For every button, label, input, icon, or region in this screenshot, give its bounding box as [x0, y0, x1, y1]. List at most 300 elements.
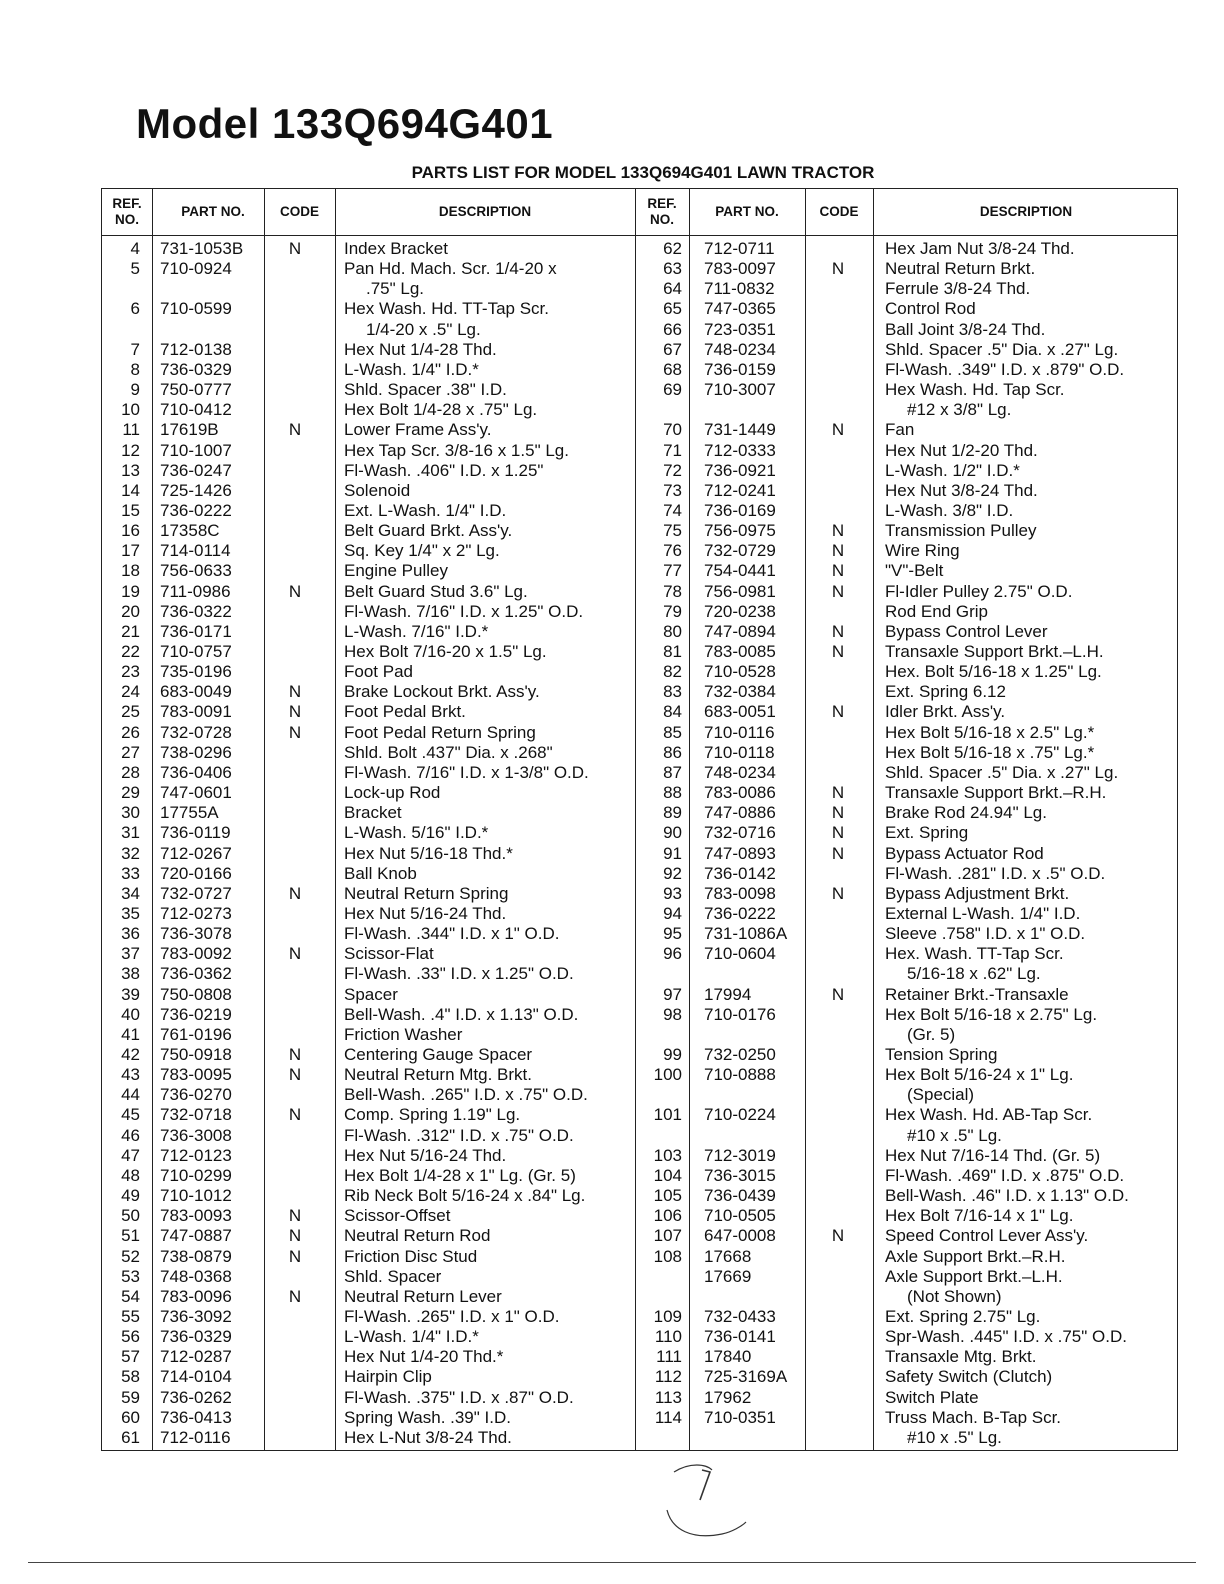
- ref-no-cell: 18: [121, 561, 140, 581]
- description-cell: Scissor-Offset: [344, 1206, 451, 1226]
- description-cell: Pan Hd. Mach. Scr. 1/4-20 x: [344, 259, 557, 279]
- part-no-cell: 736-3008: [160, 1125, 232, 1145]
- ref-no-cell: 78: [663, 581, 682, 601]
- description-cell: Comp. Spring 1.19" Lg.: [344, 1105, 521, 1125]
- description-cell: Fan: [885, 420, 915, 440]
- ref-no-cell: 55: [121, 1306, 140, 1326]
- ref-no-cell: 91: [663, 843, 682, 863]
- part-no-cell: 732-0433: [704, 1306, 776, 1326]
- header-description: DESCRIPTION: [438, 204, 532, 219]
- ref-no-cell: 33: [121, 863, 140, 883]
- part-no-cell: 748-0368: [160, 1266, 232, 1286]
- description-cell: (Special): [907, 1085, 975, 1105]
- description-cell: Hex Bolt 7/16-14 x 1" Lg.: [885, 1206, 1074, 1226]
- description-cell: Sleeve .758" I.D. x 1" O.D.: [885, 924, 1086, 944]
- part-no-cell: 712-0241: [704, 480, 776, 500]
- part-no-cell: 736-0159: [704, 359, 776, 379]
- description-cell: Belt Guard Stud 3.6" Lg.: [344, 581, 528, 601]
- part-no-cell: 750-0918: [160, 1045, 232, 1064]
- ref-no-cell: 92: [663, 863, 682, 883]
- part-no-cell: 17669: [704, 1266, 752, 1286]
- part-no-cell: 710-0505: [704, 1206, 776, 1226]
- description-cell: Fl-Wash. .349" I.D. x .879" O.D.: [885, 359, 1125, 379]
- description-cell: Neutral Return Rod: [344, 1226, 491, 1246]
- code-cell: N: [288, 1045, 302, 1064]
- column-divider: [335, 189, 336, 1450]
- ref-no-cell: 66: [663, 319, 682, 339]
- code-cell: N: [288, 722, 302, 742]
- part-no-cell: 750-0777: [160, 380, 232, 400]
- part-no-cell: 736-0322: [160, 601, 232, 621]
- part-no-cell: 710-0116: [704, 722, 775, 742]
- part-no-cell: 683-0049: [160, 682, 232, 702]
- description-cell: L-Wash. 5/16" I.D.*: [344, 823, 489, 843]
- description-cell: Hex Bolt 5/16-18 x 2.75" Lg.: [885, 1004, 1098, 1024]
- ref-no-cell: 75: [663, 521, 682, 541]
- code-cell: N: [288, 1206, 302, 1226]
- description-cell: Scissor-Flat: [344, 944, 434, 964]
- ref-no-cell: 19: [121, 581, 140, 601]
- code-cell: N: [288, 239, 302, 258]
- description-cell: Shld. Bolt .437" Dia. x .268": [344, 742, 553, 762]
- ref-no-cell: 22: [121, 642, 140, 661]
- part-no-cell: 731-1086A: [704, 924, 788, 944]
- part-no-cell: 747-0894: [704, 621, 776, 641]
- description-cell: Fl-Wash. .344" I.D. x 1" O.D.: [344, 924, 560, 944]
- ref-no-cell: 47: [121, 1145, 140, 1165]
- description-cell: Centering Gauge Spacer: [344, 1045, 533, 1064]
- ref-no-cell: 11: [122, 420, 140, 440]
- part-no-cell: 738-0296: [160, 742, 232, 762]
- part-no-cell: 783-0098: [704, 883, 776, 903]
- code-cell: N: [831, 621, 845, 641]
- part-no-cell: 712-3019: [704, 1145, 776, 1165]
- ref-no-cell: 104: [653, 1165, 682, 1185]
- part-no-cell: 736-0169: [704, 500, 776, 520]
- part-no-cell: 647-0008: [704, 1226, 776, 1246]
- ref-no-cell: 13: [121, 460, 140, 480]
- ref-no-cell: 54: [121, 1286, 140, 1306]
- ref-no-cell: 61: [121, 1427, 140, 1447]
- description-cell: Fl-Wash. .312" I.D. x .75" O.D.: [344, 1125, 574, 1145]
- ref-no-cell: 99: [663, 1045, 682, 1064]
- part-no-cell: 783-0096: [160, 1286, 232, 1306]
- part-no-cell: 17994: [704, 984, 752, 1004]
- ref-no-cell: 56: [121, 1327, 140, 1347]
- ref-no-cell: 32: [121, 843, 140, 863]
- ref-no-cell: 64: [663, 279, 682, 299]
- description-cell: Axle Support Brkt.–L.H.: [885, 1266, 1063, 1286]
- ref-no-cell: 14: [121, 480, 140, 500]
- part-no-cell: 736-0270: [160, 1085, 232, 1105]
- part-no-cell: 712-0123: [160, 1145, 232, 1165]
- description-cell: Transmission Pulley: [885, 521, 1037, 541]
- part-no-cell: 711-0832: [704, 279, 775, 299]
- header-code: CODE: [819, 204, 859, 219]
- ref-no-cell: 27: [121, 742, 140, 762]
- ref-no-cell: 108: [653, 1246, 682, 1266]
- part-no-cell: 731-1449: [704, 420, 776, 440]
- part-no-cell: 761-0196: [160, 1024, 232, 1044]
- description-cell: Hex Tap Scr. 3/8-16 x 1.5" Lg.: [344, 440, 569, 460]
- description-cell: Foot Pedal Brkt.: [344, 702, 466, 722]
- part-no-cell: 736-0439: [704, 1186, 776, 1206]
- header-divider: [102, 235, 1177, 236]
- ref-no-cell: 74: [663, 500, 682, 520]
- part-no-cell: 714-0104: [160, 1367, 232, 1387]
- part-no-cell: 714-0114: [160, 541, 231, 561]
- ref-no-cell: 80: [663, 621, 682, 641]
- description-cell: L-Wash. 1/2" I.D.*: [885, 460, 1020, 480]
- ref-no-cell: 71: [663, 440, 682, 460]
- ref-no-cell: 45: [121, 1105, 140, 1125]
- part-no-cell: 756-0633: [160, 561, 232, 581]
- header-ref-no: REF. NO.: [112, 196, 142, 227]
- description-cell: Speed Control Lever Ass'y.: [885, 1226, 1089, 1246]
- part-no-cell: 710-0118: [704, 742, 775, 762]
- description-cell: Ball Joint 3/8-24 Thd.: [885, 319, 1046, 339]
- description-cell: Hex Nut 1/2-20 Thd.: [885, 440, 1038, 460]
- ref-no-cell: 79: [663, 601, 682, 621]
- description-cell: Ext. Spring: [885, 823, 969, 843]
- ref-no-cell: 62: [663, 239, 682, 258]
- ref-no-cell: 34: [121, 883, 140, 903]
- header-part-no: PART NO.: [715, 204, 779, 219]
- code-cell: N: [831, 642, 845, 661]
- ref-no-cell: 31: [121, 823, 140, 843]
- ref-no-cell: 37: [121, 944, 140, 964]
- code-cell: N: [831, 420, 845, 440]
- page-bottom-rule: [28, 1562, 1196, 1563]
- part-no-cell: 736-0362: [160, 964, 232, 984]
- ref-no-cell: 42: [121, 1045, 140, 1064]
- part-no-cell: 723-0351: [704, 319, 776, 339]
- description-cell: Bell-Wash. .4" I.D. x 1.13" O.D.: [344, 1004, 579, 1024]
- description-cell: Ext. Spring 6.12: [885, 682, 1006, 702]
- part-no-cell: 17668: [704, 1246, 752, 1266]
- ref-no-cell: 77: [663, 561, 682, 581]
- description-cell: Bypass Adjustment Brkt.: [885, 883, 1070, 903]
- part-no-cell: 736-3092: [160, 1306, 232, 1326]
- page-title: Model 133Q694G401: [136, 100, 554, 147]
- ref-no-cell: 114: [654, 1407, 682, 1427]
- part-no-cell: 712-0273: [160, 903, 232, 923]
- part-no-cell: 736-0329: [160, 1327, 232, 1347]
- code-cell: N: [831, 541, 845, 561]
- description-cell: Bypass Actuator Rod: [885, 843, 1044, 863]
- part-no-cell: 683-0051: [704, 702, 776, 722]
- header-description: DESCRIPTION: [979, 204, 1073, 219]
- ref-no-cell: 95: [663, 924, 682, 944]
- description-cell: Hex Bolt 5/16-18 x 2.5" Lg.*: [885, 722, 1095, 742]
- part-no-cell: 736-0119: [160, 823, 231, 843]
- description-cell: Index Bracket: [344, 239, 448, 258]
- part-no-cell: 736-0171: [160, 621, 232, 641]
- ref-no-cell: 23: [121, 662, 140, 682]
- code-cell: N: [288, 1105, 302, 1125]
- description-cell: Switch Plate: [885, 1387, 979, 1407]
- page-subtitle: PARTS LIST FOR MODEL 133Q694G401 LAWN TRACTOR: [411, 163, 875, 182]
- part-no-cell: 736-0219: [160, 1004, 232, 1024]
- part-no-cell: 736-0222: [704, 903, 776, 923]
- part-no-cell: 732-0250: [704, 1045, 776, 1064]
- description-cell: Hairpin Clip: [344, 1367, 432, 1387]
- description-cell: Hex Jam Nut 3/8-24 Thd.: [885, 239, 1075, 258]
- part-no-cell: 748-0234: [704, 762, 776, 782]
- part-no-cell: 783-0091: [160, 702, 232, 722]
- ref-no-cell: 16: [121, 521, 140, 541]
- part-no-cell: 710-0528: [704, 662, 776, 682]
- description-cell: (Gr. 5): [907, 1024, 956, 1044]
- ref-no-cell: 72: [663, 460, 682, 480]
- part-no-cell: 710-1007: [160, 440, 232, 460]
- part-no-cell: 747-0887: [160, 1226, 232, 1246]
- description-cell: L-Wash. 3/8" I.D.: [885, 500, 1014, 520]
- description-cell: Shld. Spacer .5" Dia. x .27" Lg.: [885, 339, 1119, 359]
- description-cell: Bracket: [344, 803, 402, 823]
- description-cell: External L-Wash. 1/4" I.D.: [885, 903, 1081, 923]
- ref-no-cell: 7: [130, 339, 140, 359]
- description-cell: Transaxle Support Brkt.–L.H.: [885, 642, 1104, 661]
- ref-no-cell: 111: [656, 1347, 682, 1367]
- part-no-cell: 732-0384: [704, 682, 776, 702]
- ref-no-cell: 58: [121, 1367, 140, 1387]
- ref-no-cell: 70: [663, 420, 682, 440]
- part-no-cell: 756-0981: [704, 581, 776, 601]
- ref-no-cell: 83: [663, 682, 682, 702]
- part-no-cell: 17840: [704, 1347, 752, 1367]
- ref-no-cell: 44: [121, 1085, 140, 1105]
- part-no-cell: 710-0412: [160, 400, 232, 420]
- part-no-cell: 712-0711: [704, 239, 775, 258]
- ref-no-cell: 41: [121, 1024, 140, 1044]
- ref-no-cell: 28: [121, 762, 140, 782]
- description-cell: "V"-Belt: [885, 561, 944, 581]
- ref-no-cell: 15: [121, 500, 140, 520]
- ref-no-cell: 65: [663, 299, 682, 319]
- description-cell: Hex Bolt 1/4-28 x .75" Lg.: [344, 400, 538, 420]
- ref-no-cell: 68: [663, 359, 682, 379]
- description-cell: Hex Bolt 1/4-28 x 1" Lg. (Gr. 5): [344, 1165, 576, 1185]
- ref-no-cell: 76: [663, 541, 682, 561]
- description-cell: Transaxle Support Brkt.–R.H.: [885, 783, 1107, 803]
- part-no-cell: 712-0267: [160, 843, 232, 863]
- code-cell: N: [288, 702, 302, 722]
- description-cell: Safety Switch (Clutch): [885, 1367, 1053, 1387]
- description-cell: Lower Frame Ass'y.: [344, 420, 492, 440]
- code-cell: N: [831, 259, 845, 279]
- ref-no-cell: 94: [663, 903, 682, 923]
- ref-no-cell: 60: [121, 1407, 140, 1427]
- ref-no-cell: 21: [121, 621, 140, 641]
- ref-no-cell: 53: [121, 1266, 140, 1286]
- ref-no-cell: 46: [121, 1125, 140, 1145]
- part-no-cell: 710-0599: [160, 299, 232, 319]
- part-no-cell: 17358C: [160, 521, 220, 541]
- ref-no-cell: 82: [663, 662, 682, 682]
- header-code: CODE: [279, 204, 319, 219]
- ref-no-cell: 52: [121, 1246, 140, 1266]
- description-cell: Transaxle Mtg. Brkt.: [885, 1347, 1037, 1367]
- header-part-no: PART NO.: [181, 204, 245, 219]
- ref-no-cell: 101: [653, 1105, 682, 1125]
- column-divider: [805, 189, 806, 1450]
- part-no-cell: 747-0893: [704, 843, 776, 863]
- part-no-cell: 736-0247: [160, 460, 232, 480]
- part-no-cell: 738-0879: [160, 1246, 232, 1266]
- part-no-cell: 732-0718: [160, 1105, 232, 1125]
- ref-no-cell: 6: [130, 299, 140, 319]
- description-cell: Hex Nut 5/16-18 Thd.*: [344, 843, 513, 863]
- description-cell: Neutral Return Mtg. Brkt.: [344, 1065, 533, 1085]
- part-no-cell: 710-0924: [160, 259, 232, 279]
- description-cell: Friction Washer: [344, 1024, 463, 1044]
- ref-no-cell: 105: [653, 1186, 682, 1206]
- description-cell: Fl-Wash. .375" I.D. x .87" O.D.: [344, 1387, 574, 1407]
- column-divider: [873, 189, 874, 1450]
- description-cell: Sq. Key 1/4" x 2" Lg.: [344, 541, 500, 561]
- description-cell: Hex. Bolt 5/16-18 x 1.25" Lg.: [885, 662, 1102, 682]
- part-no-cell: 754-0441: [704, 561, 776, 581]
- ref-no-cell: 87: [663, 762, 682, 782]
- description-cell: Brake Lockout Brkt. Ass'y.: [344, 682, 540, 702]
- ref-no-cell: 43: [121, 1065, 140, 1085]
- description-cell: Fl-Wash. .406" I.D. x 1.25": [344, 460, 544, 480]
- ref-no-cell: 20: [121, 601, 140, 621]
- column-divider: [689, 189, 690, 1450]
- part-no-cell: 725-1426: [160, 480, 232, 500]
- description-cell: Fl-Wash. .265" I.D. x 1" O.D.: [344, 1306, 560, 1326]
- description-cell: Ext. L-Wash. 1/4" I.D.: [344, 500, 507, 520]
- description-cell: Foot Pad: [344, 662, 413, 682]
- part-no-cell: 736-3078: [160, 924, 232, 944]
- part-no-cell: 710-0604: [704, 944, 776, 964]
- ref-no-cell: 86: [663, 742, 682, 762]
- description-cell: Bell-Wash. .46" I.D. x 1.13" O.D.: [885, 1186, 1129, 1206]
- code-cell: N: [288, 883, 302, 903]
- description-cell: Hex Nut 3/8-24 Thd.: [885, 480, 1038, 500]
- description-cell: L-Wash. 1/4" I.D.*: [344, 359, 479, 379]
- part-no-cell: 17619B: [160, 420, 219, 440]
- ref-no-cell: 12: [121, 440, 140, 460]
- ref-no-cell: 10: [121, 400, 140, 420]
- ref-no-cell: 39: [121, 984, 140, 1004]
- code-cell: N: [831, 883, 845, 903]
- part-no-cell: 736-0921: [704, 460, 776, 480]
- part-no-cell: 736-3015: [704, 1165, 776, 1185]
- ref-no-cell: 85: [663, 722, 682, 742]
- part-no-cell: 732-0716: [704, 823, 776, 843]
- ref-no-cell: 73: [663, 480, 682, 500]
- ref-no-cell: 103: [653, 1145, 682, 1165]
- code-cell: N: [288, 1246, 302, 1266]
- description-cell: Hex Bolt 7/16-20 x 1.5" Lg.: [344, 642, 547, 661]
- part-no-cell: 720-0166: [160, 863, 232, 883]
- part-no-cell: 720-0238: [704, 601, 776, 621]
- description-cell: Solenoid: [344, 480, 411, 500]
- ref-no-cell: 112: [654, 1367, 682, 1387]
- description-cell: Truss Mach. B-Tap Scr.: [885, 1407, 1062, 1427]
- part-no-cell: 736-0406: [160, 762, 232, 782]
- part-no-cell: 732-0728: [160, 722, 232, 742]
- description-cell: L-Wash. 1/4" I.D.*: [344, 1327, 479, 1347]
- description-cell: Fl-Wash. 7/16" I.D. x 1.25" O.D.: [344, 601, 584, 621]
- code-cell: N: [831, 521, 845, 541]
- description-cell: Fl-Idler Pulley 2.75" O.D.: [885, 581, 1073, 601]
- description-cell: Brake Rod 24.94" Lg.: [885, 803, 1047, 823]
- description-cell: Ferrule 3/8-24 Thd.: [885, 279, 1031, 299]
- ref-no-cell: 100: [653, 1065, 682, 1085]
- description-cell: Retainer Brkt.-Transaxle: [885, 984, 1069, 1004]
- description-cell: Fl-Wash. .33" I.D. x 1.25" O.D.: [344, 964, 574, 984]
- code-cell: N: [288, 1286, 302, 1306]
- code-cell: N: [831, 803, 845, 823]
- ref-no-cell: 29: [121, 783, 140, 803]
- ref-no-cell: 59: [121, 1387, 140, 1407]
- description-cell: Hex Nut 5/16-24 Thd.: [344, 1145, 507, 1165]
- ref-no-cell: 93: [663, 883, 682, 903]
- part-no-cell: 710-0299: [160, 1165, 232, 1185]
- description-cell: Shld. Spacer .5" Dia. x .27" Lg.: [885, 762, 1119, 782]
- code-cell: N: [288, 1065, 302, 1085]
- description-cell: Fl-Wash. 7/16" I.D. x 1-3/8" O.D.: [344, 762, 589, 782]
- part-no-cell: 747-0365: [704, 299, 776, 319]
- ref-no-cell: 9: [130, 380, 140, 400]
- description-cell: Hex L-Nut 3/8-24 Thd.: [344, 1427, 512, 1447]
- part-no-cell: 736-0262: [160, 1387, 232, 1407]
- description-cell: Idler Brkt. Ass'y.: [885, 702, 1006, 722]
- description-cell: #10 x .5" Lg.: [907, 1125, 1002, 1145]
- ref-no-cell: 51: [121, 1226, 140, 1246]
- code-cell: N: [831, 1226, 845, 1246]
- description-cell: Belt Guard Brkt. Ass'y.: [344, 521, 513, 541]
- description-cell: Hex Bolt 5/16-18 x .75" Lg.*: [885, 742, 1095, 762]
- part-no-cell: 783-0095: [160, 1065, 232, 1085]
- part-no-cell: 750-0808: [160, 984, 232, 1004]
- description-cell: Hex Nut 1/4-20 Thd.*: [344, 1347, 504, 1367]
- description-cell: Foot Pedal Return Spring: [344, 722, 536, 742]
- ref-no-cell: 35: [121, 903, 140, 923]
- column-divider: [152, 189, 153, 1450]
- description-cell: Hex Bolt 5/16-24 x 1" Lg.: [885, 1065, 1074, 1085]
- code-cell: N: [288, 1226, 302, 1246]
- code-cell: N: [288, 581, 302, 601]
- part-no-cell: 783-0092: [160, 944, 232, 964]
- code-cell: N: [831, 783, 845, 803]
- part-no-cell: 783-0086: [704, 783, 776, 803]
- part-no-cell: 736-0413: [160, 1407, 232, 1427]
- ref-no-cell: 97: [663, 984, 682, 1004]
- handwritten-page-mark: [662, 1460, 752, 1545]
- description-cell: Spr-Wash. .445" I.D. x .75" O.D.: [885, 1327, 1127, 1347]
- code-cell: N: [288, 420, 302, 440]
- code-cell: N: [831, 823, 845, 843]
- ref-no-cell: 84: [663, 702, 682, 722]
- description-cell: Rod End Grip: [885, 601, 988, 621]
- description-cell: Spring Wash. .39" I.D.: [344, 1407, 511, 1427]
- part-no-cell: 783-0085: [704, 642, 776, 661]
- description-cell: Hex Wash. Hd. Tap Scr.: [885, 380, 1065, 400]
- description-cell: Shld. Spacer .38" I.D.: [344, 380, 507, 400]
- ref-no-cell: 4: [130, 239, 140, 258]
- part-no-cell: 712-0287: [160, 1347, 232, 1367]
- part-no-cell: 725-3169A: [704, 1367, 788, 1387]
- ref-no-cell: 30: [121, 803, 140, 823]
- parts-table: [101, 188, 1178, 1451]
- code-cell: N: [288, 682, 302, 702]
- description-cell: Ext. Spring 2.75" Lg.: [885, 1306, 1041, 1326]
- code-cell: N: [831, 702, 845, 722]
